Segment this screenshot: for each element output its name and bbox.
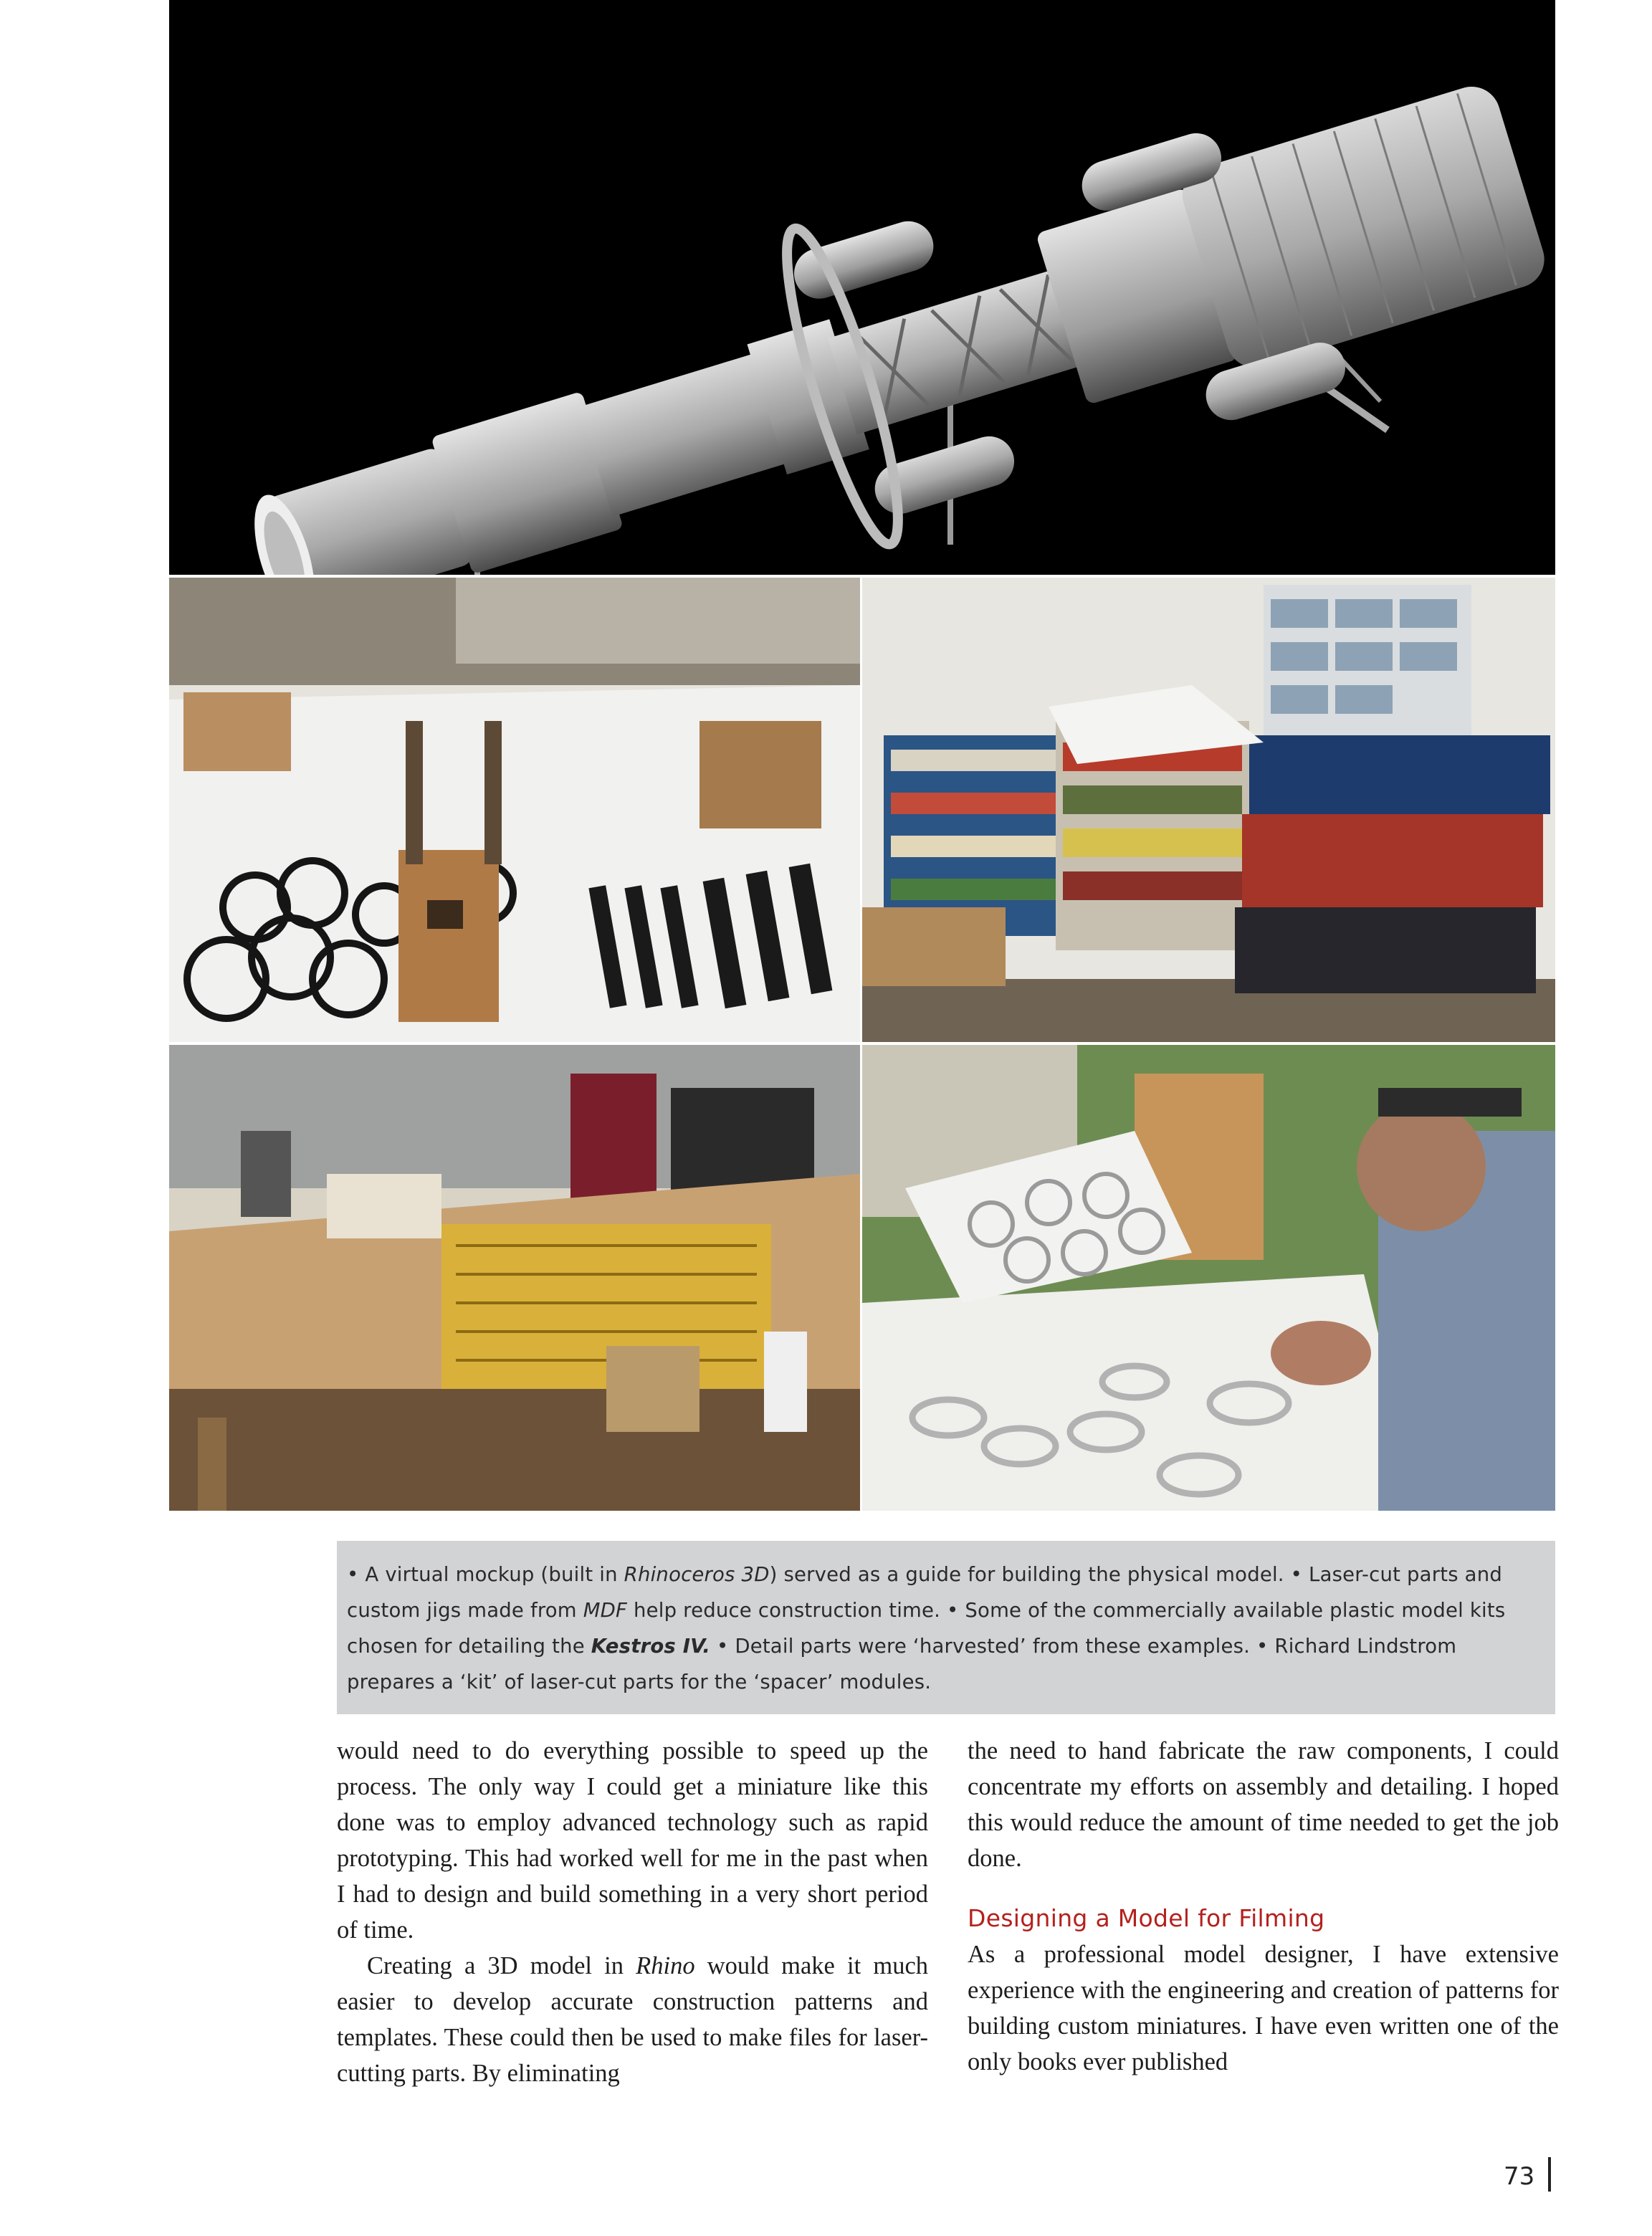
caption-text: • A virtual mockup (built in	[347, 1563, 624, 1586]
body-paragraph: As a professional model designer, I have extensive experience with the engineering and creation of patterns for building custom miniatures. I have even written one of the only books ever published	[968, 1941, 1559, 2075]
software-name: Rhino	[636, 1952, 695, 1979]
figure-caption	[337, 1541, 1555, 1714]
body-paragraph: would need to do everything possible to speed up the process. The only way I could get a miniature like this done was to employ advanced technology such as rapid prototyping. This had worked well for me in the past when I had to design and build something in a very short period of time.	[337, 1737, 928, 1944]
caption-text: ) served as a guide for building the physical model. • Laser-cut parts and custom jigs made from	[347, 1563, 1503, 1622]
caption-material-name: MDF	[583, 1599, 628, 1622]
caption-text: • Detail parts were ‘harvested’ from these examples. • Richard Lindstrom prepares a ‘kit’ of laser-cut parts for the ‘spacer’ modules.	[347, 1635, 1457, 1693]
caption-ship-name: Kestros IV.	[591, 1635, 711, 1658]
caption-software-name: Rhinoceros 3D	[624, 1563, 770, 1586]
lindstrom-kit-photo	[862, 1045, 1555, 1511]
page-number: 73	[1504, 2162, 1535, 2191]
section-heading: Designing a Model for Filming	[968, 1904, 1325, 1932]
body-text: would make it much easier to develop accurate construction patterns and templates. These could then be used to make files for laser-cutting parts. By eliminating	[337, 1952, 929, 2087]
virtual-mockup-render	[169, 0, 1555, 575]
laser-cut-parts-photo	[169, 578, 860, 1042]
folio-rule	[1548, 2157, 1551, 2192]
caption-text: help reduce construction time. • Some of the commercially available plastic model kits chosen for detailing the	[347, 1599, 1506, 1658]
body-paragraph: the need to hand fabricate the raw components, I could concentrate my efforts on assembly and detailing. I hoped this would reduce the amount of time needed to get the job done.	[968, 1737, 1559, 1872]
body-text: Creating a 3D model in	[367, 1952, 636, 1979]
workbench-parts-photo	[169, 1045, 860, 1511]
body-column-left	[337, 1733, 928, 2091]
body-paragraph	[337, 1948, 928, 2091]
body-column-right	[968, 1733, 1559, 2080]
model-kits-photo	[862, 578, 1555, 1042]
